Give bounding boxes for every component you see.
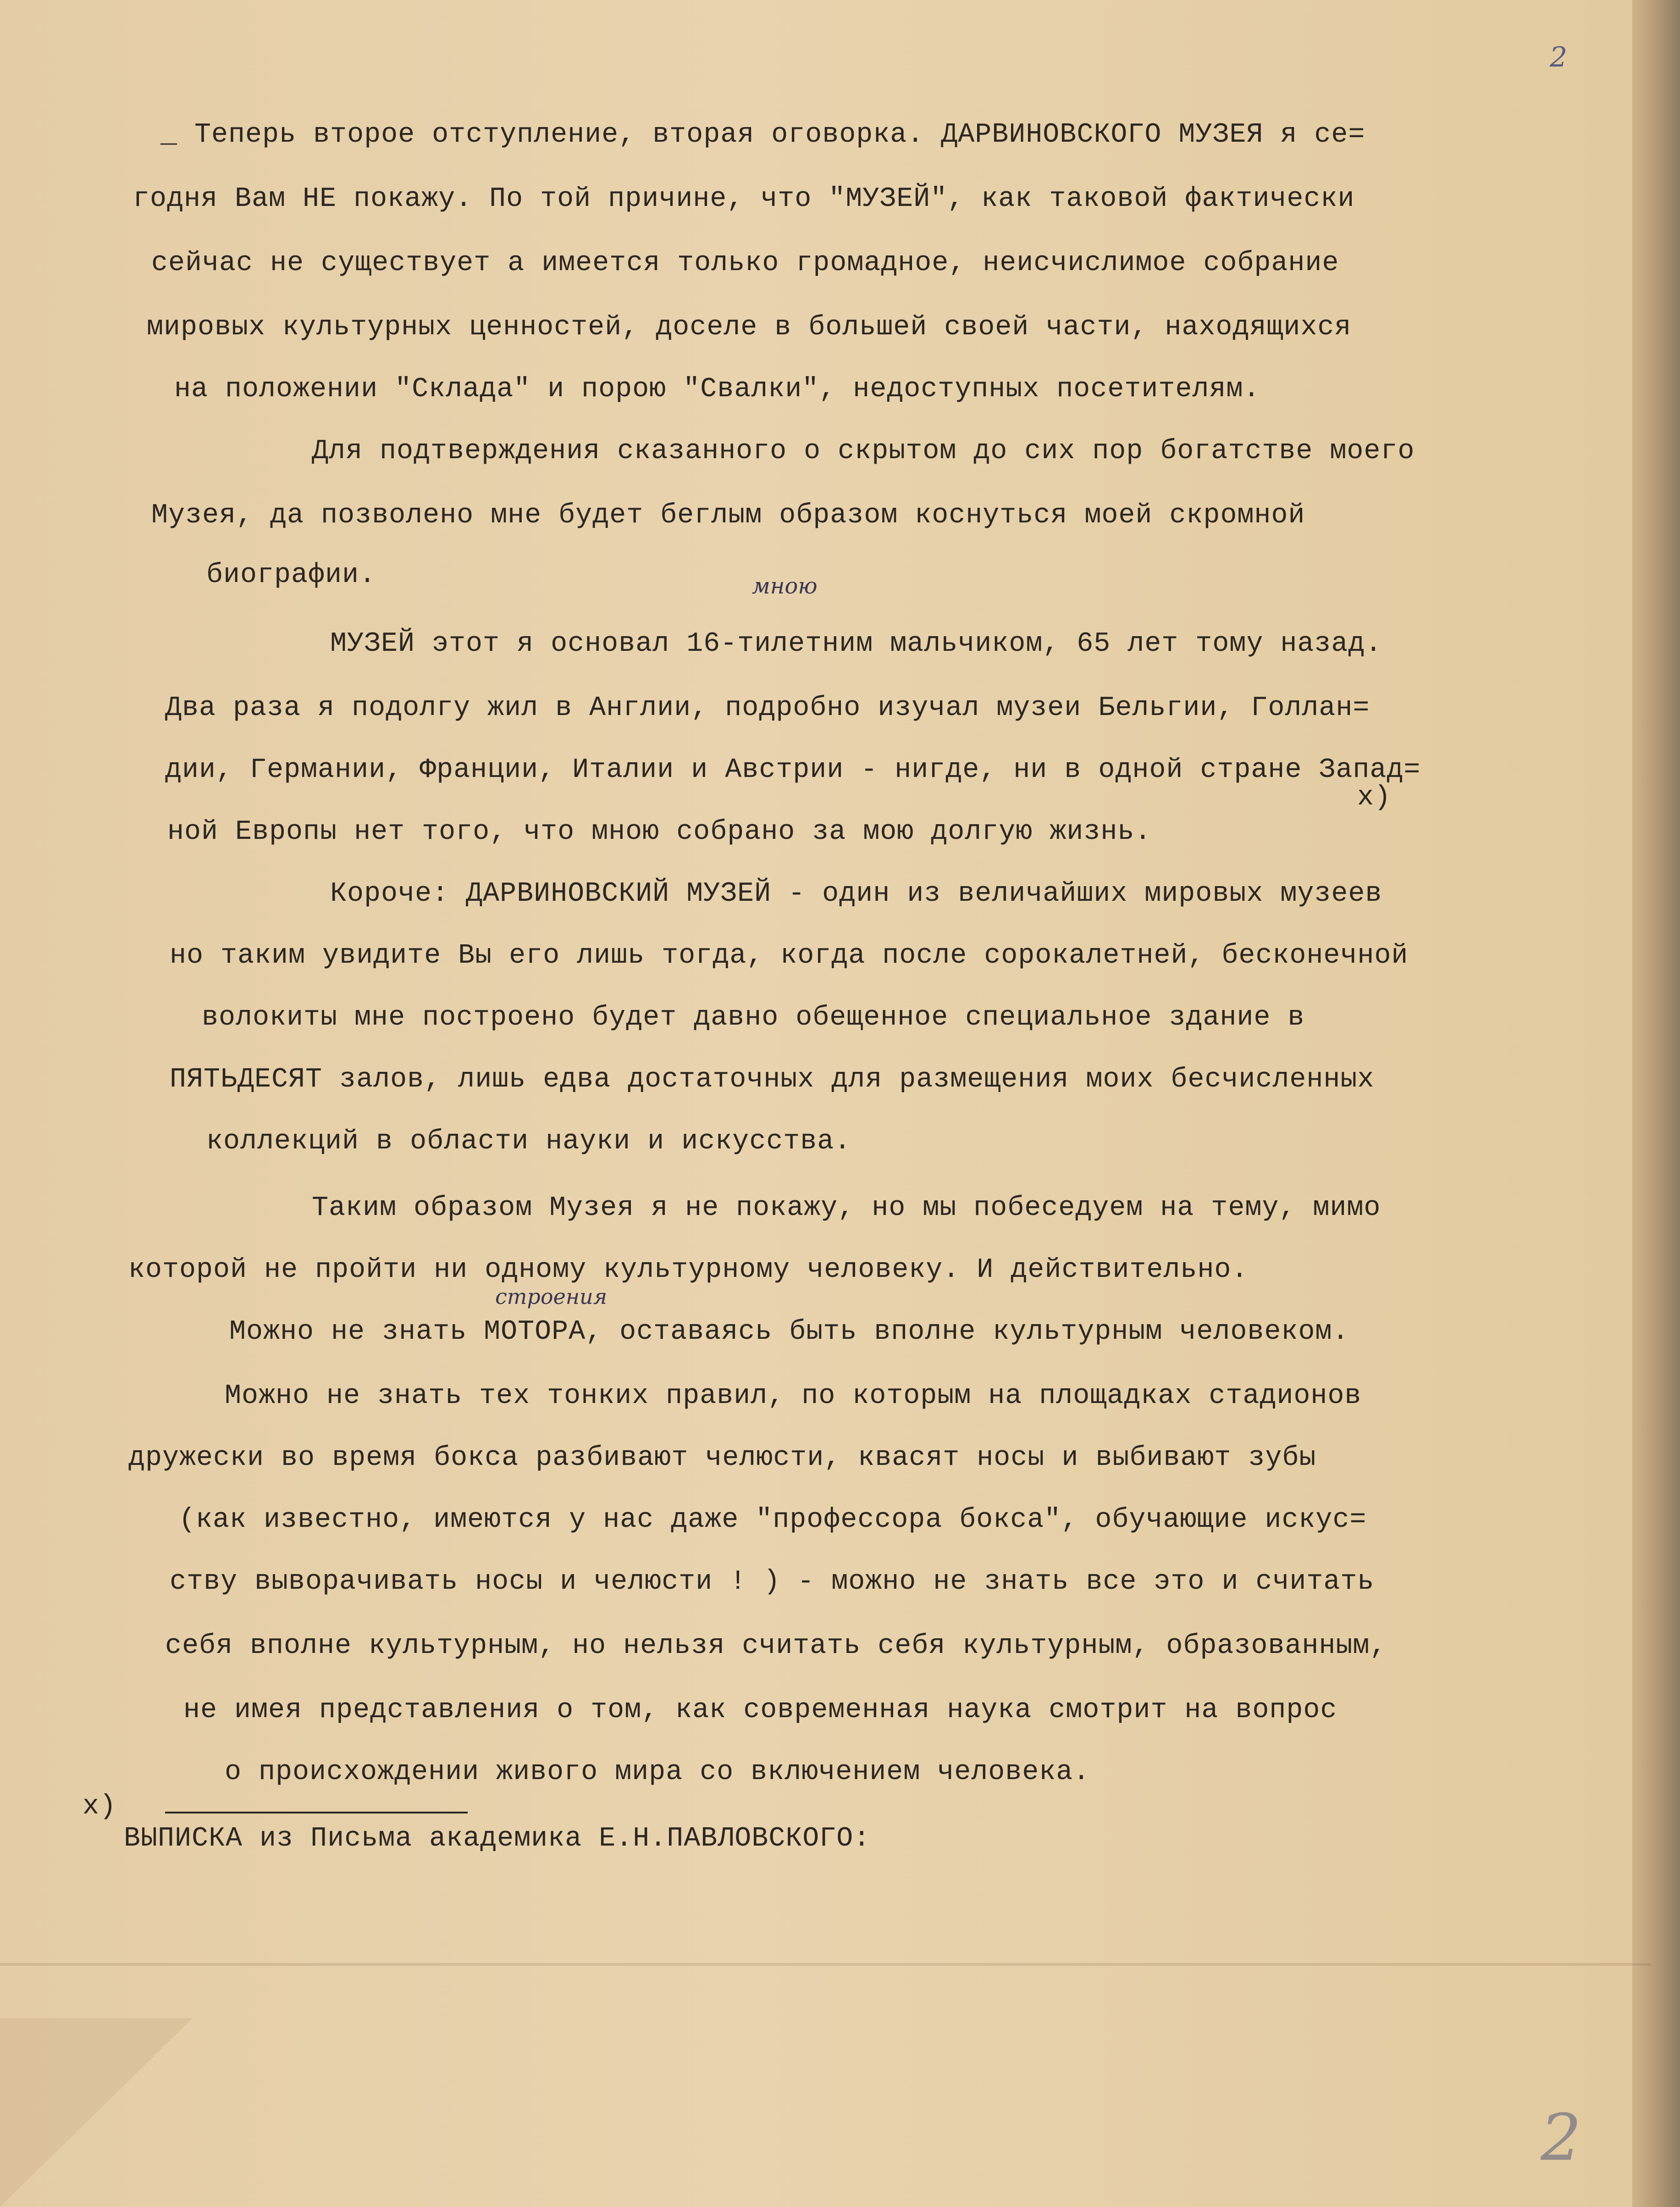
footnote-mark-inline: х) xyxy=(1357,782,1392,813)
text-line-16: ПЯТЬДЕСЯТ залов, лишь едва достаточных для размещения моих бесчисленных xyxy=(170,1064,1375,1095)
text-line-17: коллекций в области науки и искусства. xyxy=(206,1126,851,1157)
text-line-19: которой не пройти ни одному культурному человеку. И действительно. xyxy=(128,1254,1249,1286)
text-line-12: ной Европы нет того, что мною собрано за мою долгую жизнь. xyxy=(167,816,1152,848)
text-line-2: годня Вам НЕ покажу. По той причине, что "МУЗЕЙ", как таковой фактически xyxy=(133,183,1355,215)
paper-corner xyxy=(0,2018,193,2207)
handwritten-insert-mnoyu: мною xyxy=(752,573,818,599)
page-number-handwritten: 2 xyxy=(1541,2101,1582,2175)
text-line-15: волокиты мне построено будет давно обещенное специальное здание в xyxy=(202,1002,1305,1033)
paper-fold xyxy=(0,1963,1651,1966)
text-line-22: дружески во время бокса разбивают челюсти, квасят носы и выбивают зубы xyxy=(128,1442,1316,1474)
text-line-1: _ Теперь второе отступление, вторая оговорка. ДАРВИНОВСКОГО МУЗЕЯ я се= xyxy=(160,119,1365,150)
page-edge xyxy=(1632,0,1680,2207)
text-line-21: Можно не знать тех тонких правил, по которым на площадках стадионов xyxy=(225,1381,1362,1412)
text-line-11: дии, Германии, Франции, Италии и Австрии - нигде, ни в одной стране Запад= xyxy=(165,754,1421,786)
handwritten-insert-stroeniya: строения xyxy=(495,1284,608,1309)
text-line-4: мировых культурных ценностей, доселе в большей своей части, находящихся xyxy=(147,312,1352,343)
text-line-13: Короче: ДАРВИНОВСКИЙ МУЗЕЙ - один из величайших мировых музеев xyxy=(330,878,1382,909)
footnote-text: ВЫПИСКА из Письма академика Е.Н.ПАВЛОВСКОГО: xyxy=(124,1823,871,1854)
page-number: 2 xyxy=(1550,41,1568,73)
footnote-rule xyxy=(165,1812,468,1813)
text-line-24: ству выворачивать носы и челюсти ! ) - можно не знать все это и считать xyxy=(170,1566,1375,1597)
text-line-7: Музея, да позволено мне будет беглым образом коснуться моей скромной xyxy=(151,500,1305,531)
text-line-5: на положении "Склада" и порою "Свалки", недоступных посетителям. xyxy=(174,374,1260,405)
text-line-9: МУЗЕЙ этот я основал 16-тилетним мальчиком, 65 лет тому назад. xyxy=(330,628,1382,660)
text-line-18: Таким образом Музея я не покажу, но мы побеседуем на тему, мимо xyxy=(312,1192,1381,1224)
text-line-14: но таким увидите Вы его лишь тогда, когда после сорокалетней, бесконечной xyxy=(170,940,1409,971)
text-line-23: (как известно, имеются у нас даже "профессора бокса", обучающие искус= xyxy=(179,1504,1367,1536)
footnote-marker: х) xyxy=(83,1791,117,1822)
text-line-25: себя вполне культурным, но нельзя считать себя культурным, образованным, xyxy=(165,1630,1387,1662)
text-line-10: Два раза я подолгу жил в Англии, подробно изучал музеи Бельгии, Голлан= xyxy=(165,693,1370,724)
text-line-8: биографии. xyxy=(206,560,376,591)
text-line-26: не имея представления о том, как современная наука смотрит на вопрос xyxy=(183,1695,1337,1726)
text-line-3: сейчас не существует а имеется только громадное, неисчислимое собрание xyxy=(151,248,1339,279)
text-line-20: Можно не знать МОТОРА, оставаясь быть вполне культурным человеком. xyxy=(229,1316,1349,1347)
text-line-27: о происхождении живого мира со включением человека. xyxy=(225,1757,1090,1788)
text-line-6: Для подтверждения сказанного о скрытом до сих пор богатстве моего xyxy=(312,436,1415,467)
